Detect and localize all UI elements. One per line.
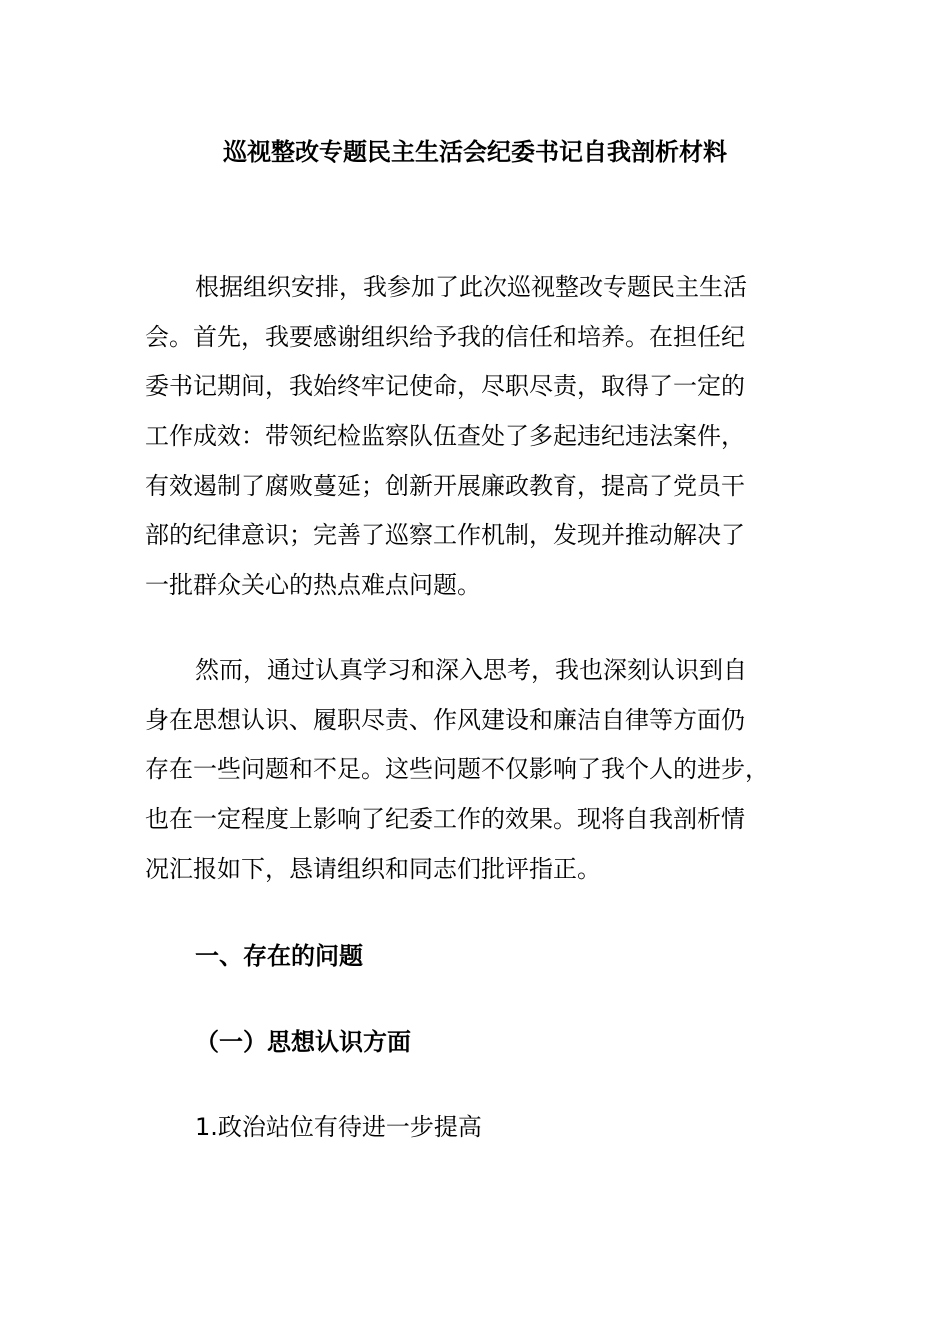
paragraph-line: 身在思想认识、履职尽责、作风建设和廉洁自律等方面仍 [145,705,745,734]
numbered-item: 1.政治站位有待进一步提高 [195,1113,482,1141]
paragraph-line: 根据组织安排，我参加了此次巡视整改专题民主生活 [195,273,747,301]
paragraph-line: 工作成效：带领纪检监察队伍查处了多起违纪违法案件， [145,422,745,451]
section-heading: 一、存在的问题 [195,942,363,970]
document-title: 巡视整改专题民主生活会纪委书记自我剖析材料 [223,138,727,166]
paragraph-line: 然而，通过认真学习和深入思考，我也深刻认识到自 [195,656,747,684]
paragraph-line: 有效遏制了腐败蔓延；创新开展廉政教育，提高了党员干 [145,471,745,500]
paragraph-line: 会。首先，我要感谢组织给予我的信任和培养。在担任纪 [145,322,745,351]
paragraph-line: 部的纪律意识；完善了巡察工作机制，发现并推动解决了 [145,521,745,550]
paragraph-line: 一批群众关心的热点难点问题。 [145,571,481,600]
subsection-heading: （一）思想认识方面 [195,1028,411,1056]
paragraph-line: 况汇报如下，恳请组织和同志们批评指正。 [145,854,601,883]
paragraph-line: 委书记期间，我始终牢记使命，尽职尽责，取得了一定的 [145,372,745,401]
paragraph-reflection [145,646,805,894]
paragraph-line: 也在一定程度上影响了纪委工作的效果。现将自我剖析情 [145,805,745,834]
paragraph-line: 存在一些问题和不足。这些问题不仅影响了我个人的进步， [145,755,769,784]
paragraph-intro [145,263,805,611]
